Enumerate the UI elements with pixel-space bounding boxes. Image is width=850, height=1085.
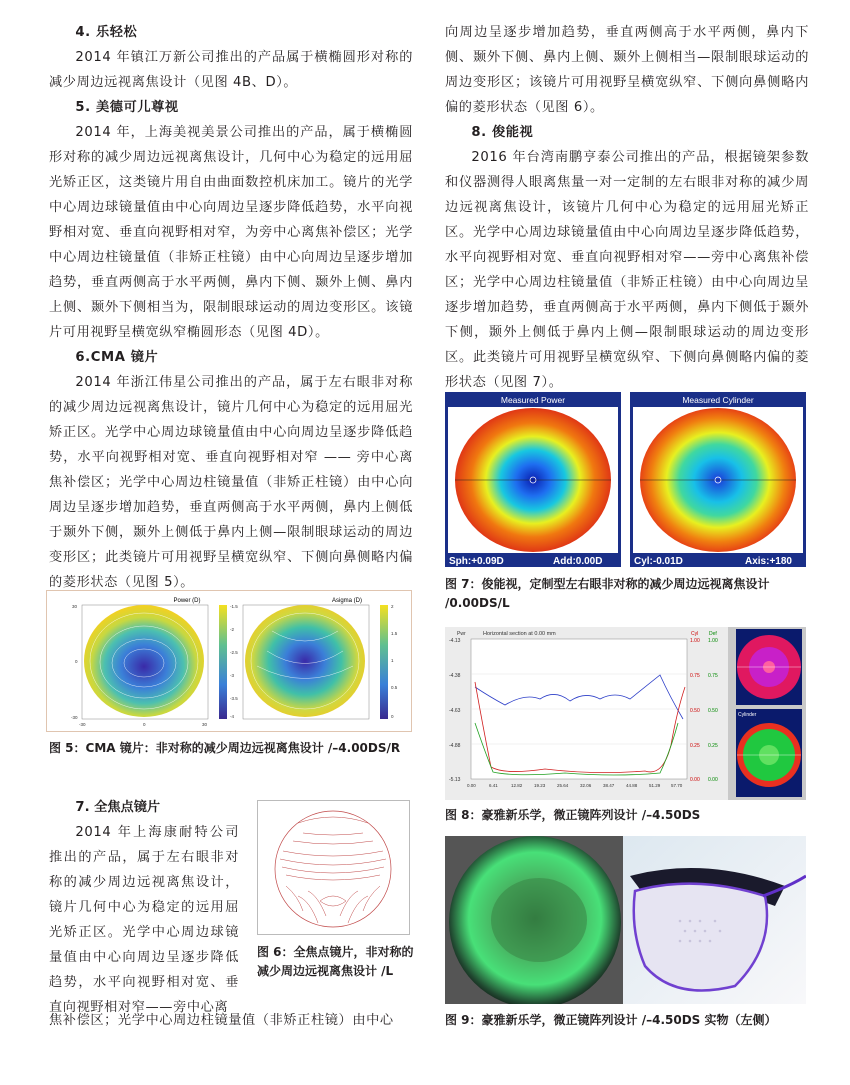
figure-9-caption: 图 9：豪雅新乐学，微正镜阵列设计 /–4.50DS 实物（左侧） [445, 1013, 777, 1027]
fig8-xtick-9: 57.70 [671, 783, 683, 788]
figure-9 [445, 836, 806, 1004]
section-5-body: 2014 年，上海美视美景公司推出的产品，属于横椭圆形对称的减少周边远视离焦设计，几何中心为稳定的远用屈光矫正区，这类镜片用自由曲面数控机床加工。镜片的光学中心周边球镜量值由中心向周边呈逐步降低趋势，水平向视野相对宽、垂直向视野相对窄，为旁中心离焦补偿区；光学中心周边柱镜量值（非矫正柱镜）由中心向周边呈逐步增加趋势，垂直两侧高于水平两侧，鼻内下侧、颞外上侧、鼻内上侧、颞外下侧相当为，限制眼球运动的周边变形区。该镜片可用视野呈横宽纵窄椭圆形态（见图 4D）。 [49, 125, 413, 340]
fig5-xtick-2: 30 [202, 722, 208, 727]
section-4-heading: 4. 乐轻松 [75, 25, 138, 40]
fig8-def-tick-1: 0.75 [708, 673, 718, 679]
fig5-xtick-0: -30 [79, 722, 86, 727]
fig8-xtick-3: 19.23 [534, 783, 546, 788]
section-7-body: 2014 年上海康耐特公司推出的产品，属于左右眼非对称的减少周边远视离焦设计，镜片几何中心为稳定的远用屈光矫正区。光学中心周边球镜量值由中心向周边呈逐步降低趋势，水平向视野相对宽、垂直向视野相对窄——旁中心离 [49, 825, 239, 1015]
figure-5-caption: 图 5：CMA 镜片：非对称的减少周边远视离焦设计 /–4.00DS/R [49, 741, 401, 755]
fig7-left-title: Measured Power [500, 395, 566, 405]
fig5-ytick-2: -30 [71, 715, 78, 720]
fig5-ytick-1: 0 [75, 659, 78, 664]
fig8-ytick-4: -5.13 [449, 777, 461, 783]
fig8-cyl-tick-0: 1.00 [690, 638, 700, 644]
fig5-left-title: Power (D) [173, 598, 201, 604]
section-7-wrap [49, 795, 239, 1020]
left-column [49, 20, 413, 595]
fig8-xtick-2: 12.82 [511, 783, 523, 788]
fig5-cbar-left-1: -2 [230, 627, 235, 632]
figure-6-caption: 图 6：全焦点镜片，非对称的减少周边远视离焦设计 /L [257, 945, 414, 978]
fig8-def-tick-2: 0.50 [708, 708, 718, 714]
fig5-cbar-left-4: -3.5 [230, 696, 238, 701]
fig8-xtick-0: 0.00 [467, 783, 476, 788]
fig8-xtick-6: 38.47 [603, 783, 615, 788]
fig8-def-tick-3: 0.25 [708, 743, 718, 749]
fig8-def-tick-0: 1.00 [708, 638, 718, 644]
fig7-axis: Axis:+180 [745, 556, 792, 567]
fig5-cbar-right-4: 0 [391, 714, 394, 719]
fig5-right-title: Asigma (D) [331, 598, 363, 604]
fig8-cyl-tick-1: 0.75 [690, 673, 700, 679]
section-6-heading: 6.CMA 镜片 [75, 350, 159, 365]
fig8-cyl-tick-4: 0.00 [690, 777, 700, 783]
fig5-cbar-left-2: -2.5 [230, 650, 238, 655]
fig5-cbar-left-5: -4 [230, 714, 235, 719]
fig5-cbar-right-0: 2 [391, 604, 394, 609]
figure-8-caption: 图 8：豪雅新乐学，微正镜阵列设计 /–4.50DS [445, 808, 701, 822]
fig8-xtick-1: 6.41 [489, 783, 498, 788]
fig5-cbar-right-2: 1 [391, 658, 394, 663]
fig7-sph: Sph:+0.09D [449, 556, 504, 567]
fig5-cbar-right-3: 0.5 [391, 685, 398, 690]
fig7-cyl: Cyl:-0.01D [634, 556, 683, 567]
fig8-cyl-tick-3: 0.25 [690, 743, 700, 749]
fig7-add: Add:0.00D [553, 556, 603, 567]
fig8-xtick-4: 25.64 [557, 783, 569, 788]
section-6-body: 2014 年浙江伟星公司推出的产品，属于左右眼非对称的减少周边远视离焦设计，镜片几何中心为稳定的远用屈光矫正区。光学中心周边球镜量值由中心向周边呈逐步降低趋势，水平向视野相对宽、垂直向视野相对窄 —— 旁中心离焦补偿区；光学中心周边柱镜量值（非矫正柱镜）由中心向周边呈逐步增加趋势，垂直两侧高于水平两侧，鼻内上侧低于颞外下侧，颞外上侧低于鼻内上侧—限制眼球运动的周边变形区；此类镜片可用视野呈横宽纵窄、下侧向鼻侧略内偏的菱形状态（见图 5）。 [49, 375, 413, 590]
figure-6 [257, 800, 410, 935]
figure-7 [445, 392, 806, 567]
fig8-pwr: Pwr [457, 631, 466, 637]
fig8-ytick-0: -4.13 [449, 638, 461, 644]
section-4-body: 2014 年镇江万新公司推出的产品属于横椭圆形对称的减少周边远视离焦设计（见图 4B、D）。 [49, 50, 413, 90]
section-8-body: 2016 年台湾南鹏亨泰公司推出的产品，根据镜架参数和仪器测得人眼离焦量一对一定制的左右眼非对称的减少周边远视离焦设计，该镜片几何中心为稳定的远用屈光矫正区。光学中心周边球镜量值由中心向周边呈逐步降低趋势，水平向视野相对宽、垂直向视野相对窄——旁中心离焦补偿区；光学中心周边柱镜量值（非矫正柱镜）由中心向周边呈逐步增加趋势，垂直两侧高于水平两侧，鼻内下侧低于颞外下侧，颞外上侧低于鼻内上侧—限制眼球运动的周边变形区。此类镜片可用视野呈横宽纵窄、下侧向鼻侧略内偏的菱形状态（见图 7）。 [445, 150, 809, 390]
section-5-heading: 5. 美德可儿尊视 [75, 100, 179, 115]
right-column [445, 20, 809, 395]
figure-7-caption: 图 7：俊能视，定制型左右眼非对称的减少周边远视离焦设计 /0.00DS/L [445, 577, 770, 610]
section-7-body-full: 焦补偿区；光学中心周边柱镜量值（非矫正柱镜）由中心 [49, 1013, 394, 1028]
fig8-xtick-5: 32.06 [580, 783, 592, 788]
fig8-ytick-3: -4.88 [449, 743, 461, 749]
figure-5 [46, 590, 412, 732]
fig8-def-tick-4: 0.00 [708, 777, 718, 783]
fig8-xtick-7: 44.88 [626, 783, 638, 788]
fig5-cbar-left-0: -1.5 [230, 604, 238, 609]
fig5-xtick-1: 0 [143, 722, 146, 727]
fig8-cyl-tick-2: 0.50 [690, 708, 700, 714]
continued-body: 向周边呈逐步增加趋势，垂直两侧高于水平两侧，鼻内下侧、颞外下侧、鼻内上侧、颞外上侧相当—限制眼球运动的周边变形区；该镜片可用视野呈横宽纵窄、下侧向鼻侧略内偏的菱形状态（见图 6）。 [445, 25, 809, 115]
fig5-ytick-0: 30 [72, 604, 78, 609]
fig5-cbar-left-3: -3 [230, 673, 235, 678]
fig8-def: Def [709, 631, 717, 637]
fig8-header: Horizontal section at 0.00 mm [483, 631, 556, 637]
fig7-right-title: Measured Cylinder [682, 395, 754, 405]
section-7-heading: 7. 全焦点镜片 [75, 800, 161, 815]
figure-8 [445, 627, 806, 800]
section-8-heading: 8. 俊能视 [471, 125, 534, 140]
fig8-ytick-2: -4.63 [449, 708, 461, 714]
fig8-cyl: Cyl [691, 631, 699, 637]
fig5-cbar-right-1: 1.5 [391, 631, 398, 636]
fig8-cylinder-label: Cylinder [738, 712, 757, 718]
fig8-ytick-1: -4.38 [449, 673, 461, 679]
section-7-continued [49, 1008, 413, 1033]
fig8-xtick-8: 51.29 [649, 783, 661, 788]
